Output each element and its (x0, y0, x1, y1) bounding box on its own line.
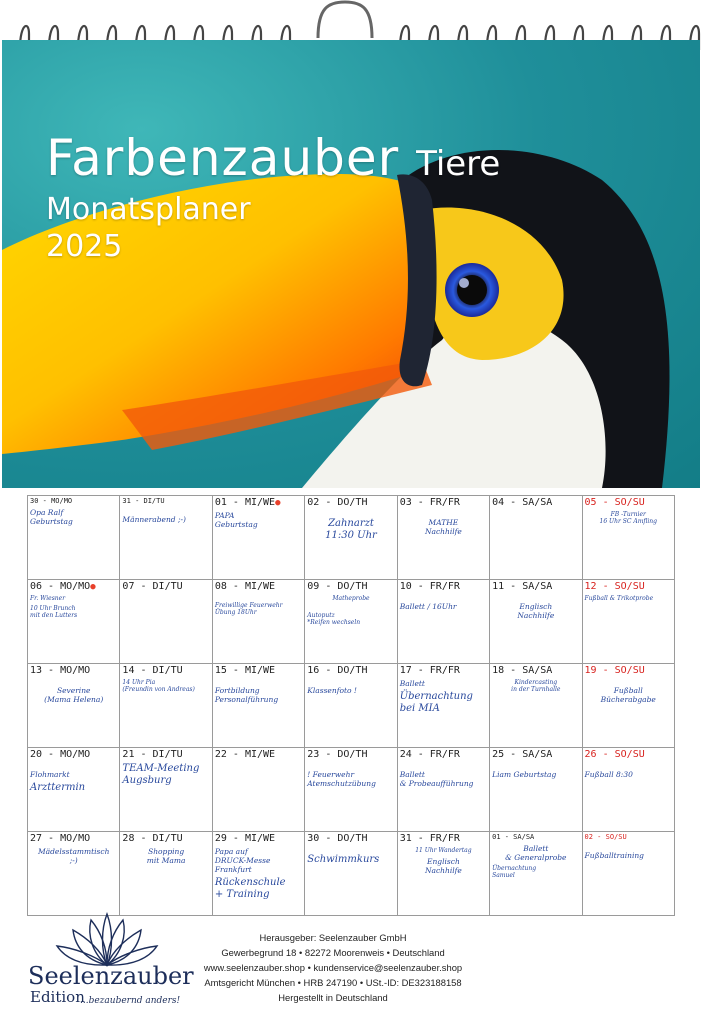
day-label-text: 22 - MI/WE (214, 749, 276, 760)
day-note: Fortbildung Personalführung (214, 686, 279, 704)
day-cell (582, 832, 674, 916)
day-cell (490, 496, 582, 580)
day-cell (212, 496, 304, 580)
imprint-line: Hergestellt in Deutschland (278, 992, 388, 1003)
day-label (400, 749, 487, 760)
day-cell (490, 748, 582, 832)
day-note: Englisch Nachhilfe (517, 602, 555, 620)
day-label-text: 08 - MI/WE (214, 581, 276, 592)
day-label-text: 30 - MO/MO (30, 497, 73, 505)
imprint-line: Herausgeber: Seelenzauber GmbH (259, 932, 407, 943)
day-note: Schwimmkurs (307, 854, 380, 865)
day-note: PAPA Geburtstag (214, 511, 258, 529)
day-cell (212, 580, 304, 664)
brand-edition: Edition (30, 988, 85, 1006)
day-label-text: 04 - SA/SA (492, 497, 553, 508)
day-label (585, 749, 672, 760)
day-note: Zahnarzt 11:30 Uhr (325, 518, 377, 541)
day-label-text: 01 - SA/SA (492, 833, 535, 841)
day-cell (28, 748, 120, 832)
day-label (215, 665, 302, 676)
day-cell (120, 748, 212, 832)
day-note: FB -Turnier 16 Uhr SC Amfling (599, 511, 658, 525)
day-label (215, 497, 302, 508)
day-label-text: 13 - MO/MO (30, 665, 91, 676)
day-label-text: 11 - SA/SA (492, 581, 553, 592)
day-label-text: 12 - SO/SU (584, 581, 645, 592)
imprint (188, 930, 478, 1005)
day-label-text: 28 - DI/TU (122, 833, 183, 844)
day-cell (28, 832, 120, 916)
day-label-text: 18 - SA/SA (492, 665, 553, 676)
month-grid (27, 495, 675, 916)
day-cell (28, 496, 120, 580)
day-note: Übernachtung bei MIA (399, 691, 473, 714)
day-label (30, 749, 117, 760)
day-note: 11 Uhr Wandertag (415, 847, 472, 854)
day-label (307, 665, 394, 676)
day-label (122, 497, 209, 505)
day-label-text: 17 - FR/FR (399, 665, 460, 676)
day-note: Fußball 8:30 (584, 770, 633, 779)
day-label (492, 665, 579, 676)
calendar-title: Farbenzauber Tiere (46, 129, 501, 187)
day-label (122, 833, 209, 844)
day-cell (305, 664, 397, 748)
day-label (122, 665, 209, 676)
day-cell (212, 832, 304, 916)
day-label (492, 749, 579, 760)
day-note: ! Feuerwehr Atemschutzübung (307, 770, 376, 788)
day-cell (397, 580, 489, 664)
day-cell (397, 496, 489, 580)
day-label-text: 20 - MO/MO (30, 749, 91, 760)
day-cell (490, 580, 582, 664)
day-label-text: 16 - DO/TH (307, 665, 368, 676)
day-label (122, 581, 209, 592)
day-label-text: 01 - MI/WE (214, 497, 276, 508)
day-label (307, 581, 394, 592)
imprint-line: Gewerbegrund 18 • 82272 Moorenweis • Deutschland (221, 947, 445, 958)
day-label-text: 07 - DI/TU (122, 581, 183, 592)
day-cell (397, 832, 489, 916)
day-cell (582, 664, 674, 748)
imprint-line: www.seelenzauber.shop • kundenservice@seelenzauber.shop (203, 962, 463, 973)
day-note: Matheprobe (332, 595, 370, 602)
day-cell (397, 748, 489, 832)
day-label-text: 26 - SO/SU (584, 749, 645, 760)
day-note: Flohmarkt (30, 770, 70, 779)
day-note: Arzttermin (30, 782, 86, 793)
calendar-year: 2025 (46, 229, 123, 264)
day-label (30, 665, 117, 676)
day-cell (305, 748, 397, 832)
day-label (400, 665, 487, 676)
day-label (492, 497, 579, 508)
day-label-text: 21 - DI/TU (122, 749, 183, 760)
day-label-text: 24 - FR/FR (399, 749, 460, 760)
day-label-text: 27 - MO/MO (30, 833, 91, 844)
day-cell (582, 580, 674, 664)
week-row (28, 832, 675, 916)
day-note: MATHE Nachhilfe (424, 518, 462, 536)
day-label (30, 581, 117, 592)
day-note: Männerabend ;-) (122, 515, 186, 524)
day-label-text: 30 - DO/TH (307, 833, 368, 844)
day-cell (582, 748, 674, 832)
day-note: Übernachtung Samuel (492, 865, 537, 879)
day-label-text: 03 - FR/FR (399, 497, 460, 508)
day-note: Freiwillige Feuerwehr Übung 18Uhr (214, 602, 283, 616)
day-label (585, 497, 672, 508)
day-cell (120, 832, 212, 916)
day-cell (397, 664, 489, 748)
day-label (307, 749, 394, 760)
day-note: Fr. Wiesner (30, 595, 66, 602)
day-label-text: 06 - MO/MO (30, 581, 91, 592)
day-note: Shopping mit Mama (146, 847, 186, 865)
day-label-text: 23 - DO/TH (307, 749, 368, 760)
day-cell (120, 580, 212, 664)
day-label-text: 02 - DO/TH (307, 497, 368, 508)
week-row (28, 748, 675, 832)
day-note: 14 Uhr Pia (Freundin von Andreas) (122, 679, 195, 693)
day-label (400, 497, 487, 508)
day-label (307, 497, 394, 508)
day-note: Englisch Nachhilfe (424, 857, 462, 875)
day-label (30, 833, 117, 844)
week-row (28, 664, 675, 748)
day-label-text: 31 - DI/TU (122, 497, 165, 505)
week-row (28, 496, 675, 580)
day-note: Ballett & Generalprobe (505, 844, 567, 862)
day-cell (212, 664, 304, 748)
week-row (28, 580, 675, 664)
day-label (307, 833, 394, 844)
day-note: Liam Geburtstag (492, 770, 557, 779)
day-note: Autoputz *Reifen wechseln (307, 612, 361, 626)
day-cell (305, 832, 397, 916)
day-label (585, 581, 672, 592)
day-label (215, 581, 302, 592)
day-cell (28, 580, 120, 664)
day-label-text: 10 - FR/FR (399, 581, 460, 592)
day-note: Opa Ralf Geburtstag (30, 508, 73, 526)
day-label-text: 02 - SO/SU (584, 833, 627, 841)
day-label-text: 31 - FR/FR (399, 833, 460, 844)
day-cell (120, 496, 212, 580)
day-note: Ballett (399, 679, 425, 688)
day-label-text: 09 - DO/TH (307, 581, 368, 592)
day-cell (490, 664, 582, 748)
day-label-text: 25 - SA/SA (492, 749, 553, 760)
day-label (215, 833, 302, 844)
imprint-line: Amtsgericht München • HRB 247190 • USt.-ID: DE323188158 (204, 977, 462, 988)
day-label-text: 14 - DI/TU (122, 665, 183, 676)
day-cell (305, 496, 397, 580)
day-cell (120, 664, 212, 748)
day-label (215, 749, 302, 760)
day-note: TEAM-Meeting Augsburg (122, 763, 200, 786)
brand-tagline: ...bezaubernd anders! (80, 996, 181, 1006)
day-label-text: 19 - SO/SU (584, 665, 645, 676)
day-label (122, 749, 209, 760)
marker-dot-icon: ● (275, 498, 281, 508)
calendar-title-sub: Tiere (416, 144, 501, 184)
lotus-logo-icon (55, 910, 160, 970)
day-label-text: 15 - MI/WE (214, 665, 276, 676)
day-note: Ballett & Probeaufführung (399, 770, 474, 788)
day-cell (305, 580, 397, 664)
day-label (585, 833, 672, 841)
day-label-text: 05 - SO/SU (584, 497, 645, 508)
day-label (492, 833, 579, 841)
day-note: Papa auf DRUCK-Messe Frankfurt (214, 847, 271, 874)
day-note: Mädelsstammtisch ;-) (37, 847, 110, 865)
marker-dot-icon: ● (90, 582, 96, 592)
day-label (585, 665, 672, 676)
day-note: Severine (Mama Helena) (44, 686, 104, 704)
day-note: 10 Uhr Brunch mit den Lutters (30, 605, 78, 619)
day-label-text: 29 - MI/WE (214, 833, 276, 844)
day-cell (28, 664, 120, 748)
day-label (492, 581, 579, 592)
day-label (400, 833, 487, 844)
toucan-photo (2, 40, 700, 488)
day-label (30, 497, 117, 505)
day-cell (490, 832, 582, 916)
day-note: Fußball Bücherabgabe (600, 686, 656, 704)
day-label (400, 581, 487, 592)
brand-name: Seelenzauber (28, 962, 194, 990)
day-note: Kindercasting in der Turnhalle (511, 679, 561, 693)
day-note: Ballett / 16Uhr (399, 602, 457, 611)
day-note: Rückenschule + Training (214, 877, 286, 900)
day-note: Klassenfoto ! (307, 686, 357, 695)
day-note: Fußball & Trikotprobe (584, 595, 654, 602)
calendar-subtitle: Monatsplaner (46, 192, 251, 227)
day-cell (212, 748, 304, 832)
day-cell (582, 496, 674, 580)
day-note: Fußballtraining (584, 851, 644, 860)
